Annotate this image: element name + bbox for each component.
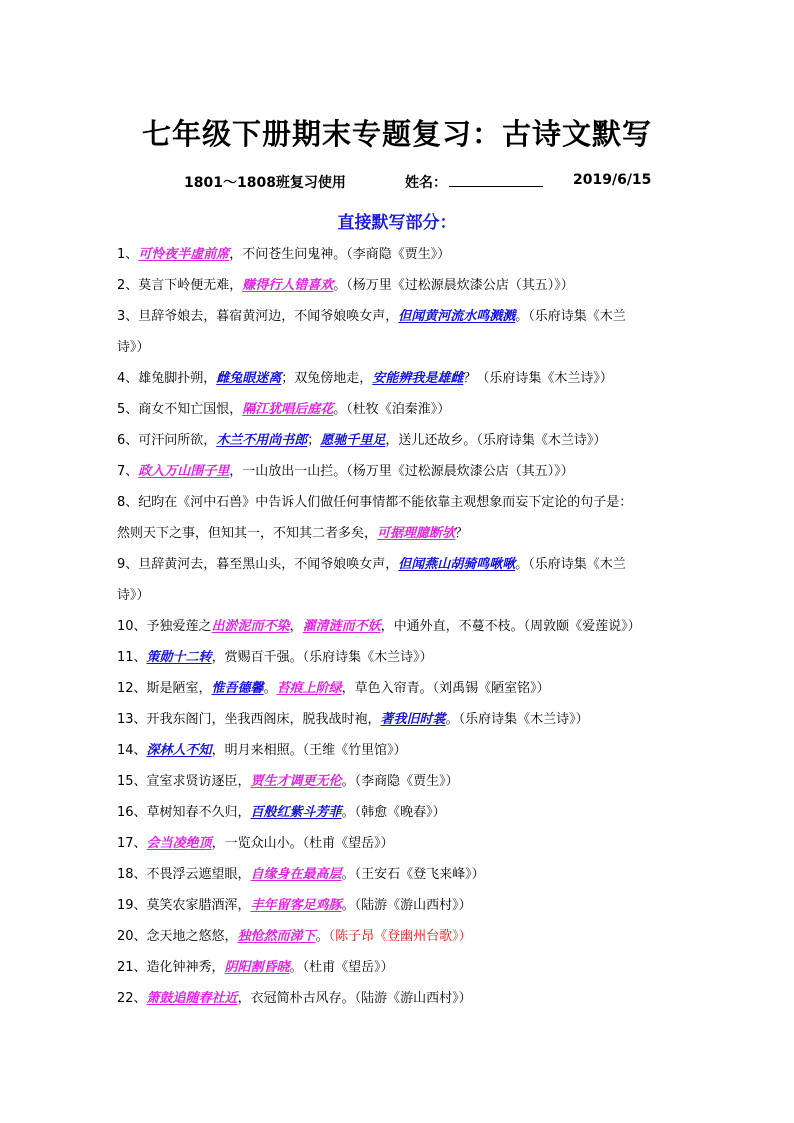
line-text: 6、可汗问所欲， — [117, 433, 217, 448]
line-text: ， — [289, 619, 303, 634]
line-text: 。（乐府诗集《木兰 — [515, 309, 626, 324]
answer-text: 政入万山围子里 — [138, 464, 230, 479]
line-source-highlight: （陈子昂《登幽州台歌》） — [328, 929, 472, 944]
answer-text: 隔江犹唱后庭花 — [242, 402, 334, 417]
line-text: 20、念天地之悠悠， — [117, 929, 238, 944]
line-text: 8、纪昀在《河中石兽》中告诉人们做任何事情都不能依靠主观想象而妄下定论的句子是： — [117, 495, 633, 510]
exercise-line — [117, 890, 677, 921]
answer-text: 雌兔眼迷离 — [216, 371, 282, 386]
line-text: 17、 — [117, 836, 147, 851]
line-text: 。（李商隐《贾生》） — [341, 774, 459, 789]
line-text: 诗》） — [117, 340, 150, 355]
exercise-line — [117, 239, 677, 270]
answer-text: 著我旧时裳 — [380, 712, 446, 727]
line-text: 然则天下之事，但知其一，不知其二者多矣， — [117, 526, 378, 541]
answer-text: 苔痕上阶绿 — [276, 681, 342, 696]
line-text: 21、造化钟神秀， — [117, 960, 225, 975]
line-text: ，衣冠简朴古风存。（陆游《游山西村》） — [237, 991, 472, 1006]
exercise-line — [117, 735, 677, 766]
answer-text: 惟吾德馨 — [211, 681, 264, 696]
answer-text: 出淤泥而不染 — [211, 619, 290, 634]
exercise-line — [117, 797, 677, 828]
exercise-line — [117, 642, 677, 673]
line-text: ，草色入帘青。（刘禹锡《陋室铭》） — [341, 681, 550, 696]
answer-text: 丰年留客足鸡豚 — [250, 898, 342, 913]
exercise-line — [117, 518, 677, 549]
line-text: 4、雄兔脚扑朔， — [117, 371, 217, 386]
line-text: ，一览众山小。（杜甫《望岳》） — [211, 836, 394, 851]
section-title: 直接默写部分： — [337, 213, 457, 233]
line-text: 9、旦辞黄河去，暮至黑山头，不闻爷娘唤女声， — [117, 557, 399, 572]
line-text: ，一山放出一山拦。（杨万里《过松源晨炊漆公店（其五）》） — [229, 464, 574, 479]
line-text: 15、宣室求贤访逐臣， — [117, 774, 251, 789]
line-text: 。 — [315, 929, 329, 944]
line-text: 16、草树知春不久归， — [117, 805, 251, 820]
line-text: ？ — [455, 526, 469, 541]
line-text: 12、斯是陋室， — [117, 681, 212, 696]
exercise-line — [117, 673, 677, 704]
line-text: 。（杜牧《泊秦淮》） — [333, 402, 451, 417]
exercise-line — [117, 828, 677, 859]
line-text: 18、不畏浮云遮望眼， — [117, 867, 251, 882]
answer-text: 独怆然而涕下 — [237, 929, 316, 944]
exercise-line — [117, 704, 677, 735]
answer-text: 愿驰千里足 — [320, 433, 386, 448]
line-text: 1、 — [117, 247, 139, 262]
line-text: ； — [307, 433, 321, 448]
answer-text: 百般红紫斗芳菲 — [250, 805, 342, 820]
line-text: ，送儿还故乡。（乐府诗集《木兰诗》） — [385, 433, 607, 448]
exercise-line — [117, 270, 677, 301]
exercise-line — [117, 580, 677, 611]
line-text: 。 — [263, 681, 277, 696]
answer-text: 安能辨我是雄雌 — [372, 371, 464, 386]
answer-text: 自缘身在最高层 — [250, 867, 342, 882]
exercise-line — [117, 332, 677, 363]
line-text: ，明月来相照。（王维《竹里馆》） — [211, 743, 407, 758]
line-text: ，中通外直，不蔓不枝。（周敦颐《爱莲说》） — [380, 619, 641, 634]
class-info: 1801～1808班复习使用 — [184, 175, 346, 191]
answer-text: 但闻黄河流水鸣溅溅 — [398, 309, 516, 324]
exercise-list — [117, 239, 677, 1014]
exercise-line — [117, 456, 677, 487]
answer-text: 策勋十二转 — [146, 650, 212, 665]
exercise-line — [117, 952, 677, 983]
date: 2019/6/15 — [573, 172, 652, 188]
line-text: 。（王安石《登飞来峰》） — [341, 867, 485, 882]
line-text: 诗》） — [117, 588, 150, 603]
answer-text: 深林人不知 — [146, 743, 212, 758]
exercise-line — [117, 921, 677, 952]
exercise-line — [117, 363, 677, 394]
exercise-line — [117, 394, 677, 425]
line-text: 。（乐府诗集《木兰 — [515, 557, 626, 572]
line-text: 。（杜甫《望岳》） — [289, 960, 394, 975]
line-text: 10、予独爱莲之 — [117, 619, 212, 634]
answer-text: 阴阳割昏晓 — [224, 960, 290, 975]
answer-text: 但闻燕山胡骑鸣啾啾 — [398, 557, 516, 572]
line-text: 7、 — [117, 464, 139, 479]
exercise-line — [117, 983, 677, 1014]
line-text: ，赏赐百千强。（乐府诗集《木兰诗》） — [211, 650, 433, 665]
page-title: 七年级下册期末专题复习：古诗文默写 — [141, 117, 652, 151]
answer-text: 木兰不用尚书郎 — [216, 433, 308, 448]
line-text: ？（乐府诗集《木兰诗》） — [463, 371, 613, 386]
exercise-line — [117, 301, 677, 332]
line-text: 。（杨万里《过松源晨炊漆公店（其五）》） — [333, 278, 574, 293]
line-text: 。（韩愈《晚春》） — [341, 805, 446, 820]
answer-text: 会当凌绝顶 — [146, 836, 212, 851]
line-text: 5、商女不知亡国恨， — [117, 402, 243, 417]
line-text: 22、 — [117, 991, 147, 1006]
name-field — [405, 172, 543, 192]
exercise-line — [117, 425, 677, 456]
name-blank-line — [449, 174, 543, 187]
exercise-line — [117, 549, 677, 580]
line-text: 3、旦辞爷娘去，暮宿黄河边，不闻爷娘唤女声， — [117, 309, 399, 324]
answer-text: 可怜夜半虚前席 — [138, 247, 230, 262]
answer-text: 赚得行人错喜欢 — [242, 278, 334, 293]
line-text: ；双兔傍地走， — [281, 371, 373, 386]
line-text: 。（乐府诗集《木兰诗》） — [445, 712, 589, 727]
answer-text: 箫鼓追随春社近 — [146, 991, 238, 1006]
answer-text: 可据理臆断欤 — [377, 526, 456, 541]
exercise-line — [117, 766, 677, 797]
line-text: 11、 — [117, 650, 147, 665]
exercise-line — [117, 859, 677, 890]
line-text: 13、开我东阁门，坐我西阁床，脱我战时袍， — [117, 712, 381, 727]
line-text: 2、莫言下岭便无难， — [117, 278, 243, 293]
answer-text: 濯清涟而不妖 — [302, 619, 381, 634]
name-label: 姓名： — [405, 175, 447, 191]
line-text: ，不问苍生问鬼神。（李商隐《贾生》） — [229, 247, 451, 262]
exercise-line — [117, 487, 677, 518]
answer-text: 贾生才调更无伦 — [250, 774, 342, 789]
line-text: 19、莫笑农家腊酒浑， — [117, 898, 251, 913]
exercise-line — [117, 611, 677, 642]
line-text: 。（陆游《游山西村》） — [341, 898, 472, 913]
line-text: 14、 — [117, 743, 147, 758]
